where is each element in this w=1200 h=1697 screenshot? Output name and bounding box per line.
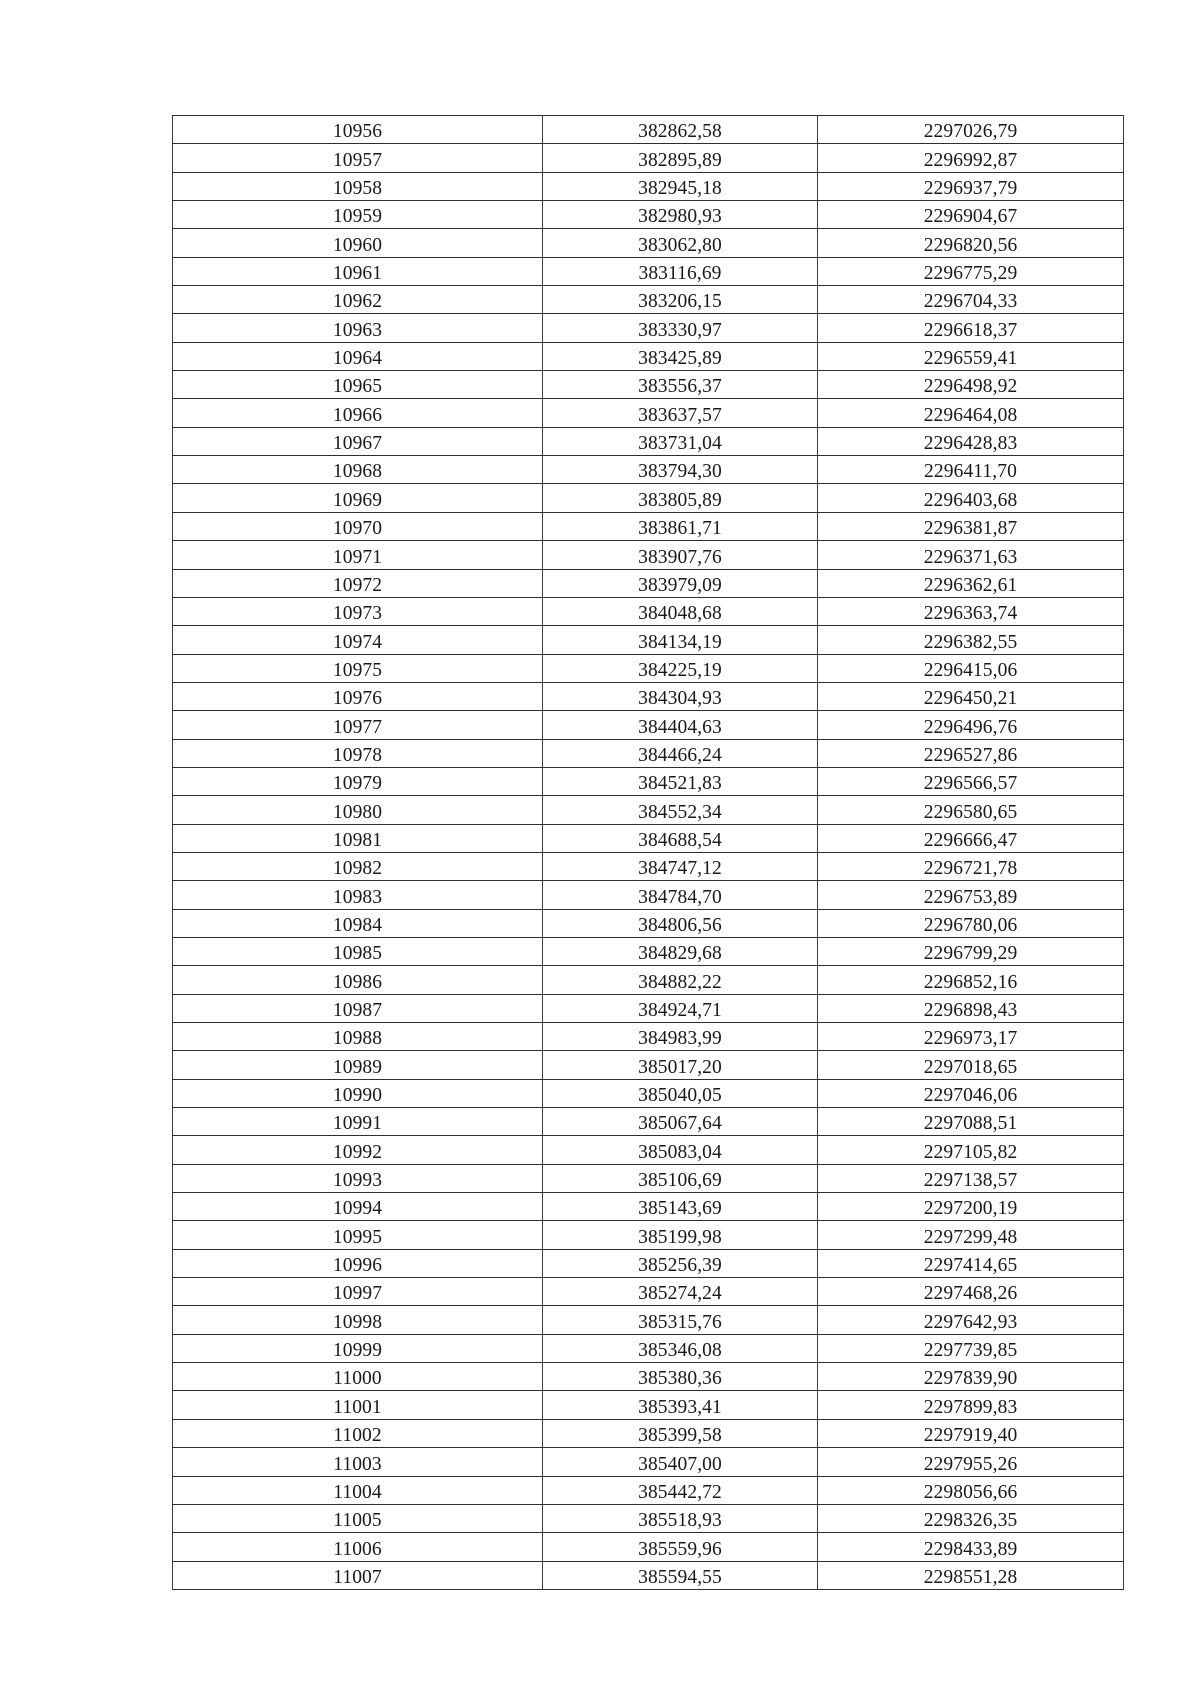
- table-row: [173, 116, 1124, 144]
- point-number-cell: 10994: [173, 1193, 543, 1221]
- y-coordinate-cell: 2298551,28: [818, 1561, 1124, 1589]
- table-row: [173, 824, 1124, 852]
- x-coordinate-cell: 383637,57: [543, 399, 818, 427]
- y-coordinate-cell: 2296904,67: [818, 201, 1124, 229]
- table-row: [173, 1533, 1124, 1561]
- table-row: [173, 626, 1124, 654]
- x-coordinate-cell: 384404,63: [543, 711, 818, 739]
- point-number-cell: 10978: [173, 739, 543, 767]
- point-number-cell: 11004: [173, 1476, 543, 1504]
- x-coordinate-cell: 384924,71: [543, 994, 818, 1022]
- point-number-cell: 10967: [173, 427, 543, 455]
- table-row: [173, 512, 1124, 540]
- table-row: [173, 484, 1124, 512]
- y-coordinate-cell: 2297839,90: [818, 1363, 1124, 1391]
- table-row: [173, 144, 1124, 172]
- y-coordinate-cell: 2297955,26: [818, 1448, 1124, 1476]
- table-row: [173, 966, 1124, 994]
- point-number-cell: 11001: [173, 1391, 543, 1419]
- y-coordinate-cell: 2296363,74: [818, 597, 1124, 625]
- x-coordinate-cell: 385380,36: [543, 1363, 818, 1391]
- point-number-cell: 10996: [173, 1249, 543, 1277]
- x-coordinate-cell: 382895,89: [543, 144, 818, 172]
- x-coordinate-cell: 385017,20: [543, 1051, 818, 1079]
- table-row: [173, 257, 1124, 285]
- x-coordinate-cell: 383731,04: [543, 427, 818, 455]
- y-coordinate-cell: 2296753,89: [818, 881, 1124, 909]
- table-row: [173, 427, 1124, 455]
- y-coordinate-cell: 2297414,65: [818, 1249, 1124, 1277]
- x-coordinate-cell: 385399,58: [543, 1419, 818, 1447]
- table-row: [173, 1079, 1124, 1107]
- table-row: [173, 1278, 1124, 1306]
- y-coordinate-cell: 2296775,29: [818, 257, 1124, 285]
- y-coordinate-cell: 2296362,61: [818, 569, 1124, 597]
- y-coordinate-cell: 2296580,65: [818, 796, 1124, 824]
- x-coordinate-cell: 385106,69: [543, 1164, 818, 1192]
- point-number-cell: 11005: [173, 1504, 543, 1532]
- point-number-cell: 11003: [173, 1448, 543, 1476]
- x-coordinate-cell: 385407,00: [543, 1448, 818, 1476]
- x-coordinate-cell: 385143,69: [543, 1193, 818, 1221]
- y-coordinate-cell: 2298433,89: [818, 1533, 1124, 1561]
- table-row: [173, 852, 1124, 880]
- x-coordinate-cell: 383861,71: [543, 512, 818, 540]
- y-coordinate-cell: 2296403,68: [818, 484, 1124, 512]
- x-coordinate-cell: 384552,34: [543, 796, 818, 824]
- table-row: [173, 796, 1124, 824]
- x-coordinate-cell: 384304,93: [543, 682, 818, 710]
- x-coordinate-cell: 384784,70: [543, 881, 818, 909]
- x-coordinate-cell: 385315,76: [543, 1306, 818, 1334]
- x-coordinate-cell: 385393,41: [543, 1391, 818, 1419]
- coordinates-table-body: [173, 116, 1124, 1590]
- table-row: [173, 371, 1124, 399]
- table-row: [173, 201, 1124, 229]
- point-number-cell: 10987: [173, 994, 543, 1022]
- point-number-cell: 10969: [173, 484, 543, 512]
- table-row: [173, 1193, 1124, 1221]
- x-coordinate-cell: 384048,68: [543, 597, 818, 625]
- point-number-cell: 10995: [173, 1221, 543, 1249]
- y-coordinate-cell: 2296852,16: [818, 966, 1124, 994]
- table-row: [173, 1363, 1124, 1391]
- y-coordinate-cell: 2298326,35: [818, 1504, 1124, 1532]
- x-coordinate-cell: 382862,58: [543, 116, 818, 144]
- x-coordinate-cell: 384983,99: [543, 1023, 818, 1051]
- x-coordinate-cell: 385594,55: [543, 1561, 818, 1589]
- y-coordinate-cell: 2296721,78: [818, 852, 1124, 880]
- y-coordinate-cell: 2297200,19: [818, 1193, 1124, 1221]
- x-coordinate-cell: 385274,24: [543, 1278, 818, 1306]
- point-number-cell: 10972: [173, 569, 543, 597]
- point-number-cell: 10993: [173, 1164, 543, 1192]
- coordinates-table: [172, 115, 1124, 1590]
- y-coordinate-cell: 2296566,57: [818, 767, 1124, 795]
- y-coordinate-cell: 2296450,21: [818, 682, 1124, 710]
- table-row: [173, 172, 1124, 200]
- table-row: [173, 1419, 1124, 1447]
- y-coordinate-cell: 2297105,82: [818, 1136, 1124, 1164]
- point-number-cell: 10970: [173, 512, 543, 540]
- table-row: [173, 1334, 1124, 1362]
- point-number-cell: 10999: [173, 1334, 543, 1362]
- table-row: [173, 937, 1124, 965]
- x-coordinate-cell: 383979,09: [543, 569, 818, 597]
- point-number-cell: 10973: [173, 597, 543, 625]
- table-row: [173, 1108, 1124, 1136]
- point-number-cell: 10963: [173, 314, 543, 342]
- y-coordinate-cell: 2297138,57: [818, 1164, 1124, 1192]
- y-coordinate-cell: 2297919,40: [818, 1419, 1124, 1447]
- y-coordinate-cell: 2297468,26: [818, 1278, 1124, 1306]
- point-number-cell: 10988: [173, 1023, 543, 1051]
- point-number-cell: 10984: [173, 909, 543, 937]
- x-coordinate-cell: 384882,22: [543, 966, 818, 994]
- table-row: [173, 1249, 1124, 1277]
- table-row: [173, 1504, 1124, 1532]
- table-row: [173, 1448, 1124, 1476]
- table-row: [173, 229, 1124, 257]
- y-coordinate-cell: 2296496,76: [818, 711, 1124, 739]
- y-coordinate-cell: 2296898,43: [818, 994, 1124, 1022]
- point-number-cell: 10980: [173, 796, 543, 824]
- x-coordinate-cell: 383425,89: [543, 342, 818, 370]
- point-number-cell: 10956: [173, 116, 543, 144]
- table-row: [173, 342, 1124, 370]
- table-row: [173, 682, 1124, 710]
- x-coordinate-cell: 384225,19: [543, 654, 818, 682]
- y-coordinate-cell: 2296382,55: [818, 626, 1124, 654]
- table-row: [173, 739, 1124, 767]
- table-row: [173, 1561, 1124, 1589]
- table-row: [173, 1221, 1124, 1249]
- y-coordinate-cell: 2296937,79: [818, 172, 1124, 200]
- point-number-cell: 11002: [173, 1419, 543, 1447]
- table-row: [173, 711, 1124, 739]
- table-row: [173, 1476, 1124, 1504]
- table-row: [173, 314, 1124, 342]
- x-coordinate-cell: 384521,83: [543, 767, 818, 795]
- y-coordinate-cell: 2296618,37: [818, 314, 1124, 342]
- x-coordinate-cell: 385256,39: [543, 1249, 818, 1277]
- point-number-cell: 10981: [173, 824, 543, 852]
- table-row: [173, 286, 1124, 314]
- y-coordinate-cell: 2298056,66: [818, 1476, 1124, 1504]
- point-number-cell: 10985: [173, 937, 543, 965]
- x-coordinate-cell: 385083,04: [543, 1136, 818, 1164]
- x-coordinate-cell: 385518,93: [543, 1504, 818, 1532]
- y-coordinate-cell: 2296799,29: [818, 937, 1124, 965]
- point-number-cell: 10998: [173, 1306, 543, 1334]
- x-coordinate-cell: 385346,08: [543, 1334, 818, 1362]
- x-coordinate-cell: 382980,93: [543, 201, 818, 229]
- point-number-cell: 10960: [173, 229, 543, 257]
- x-coordinate-cell: 384466,24: [543, 739, 818, 767]
- point-number-cell: 10962: [173, 286, 543, 314]
- table-row: [173, 1164, 1124, 1192]
- y-coordinate-cell: 2296411,70: [818, 456, 1124, 484]
- y-coordinate-cell: 2296973,17: [818, 1023, 1124, 1051]
- table-row: [173, 1051, 1124, 1079]
- point-number-cell: 10989: [173, 1051, 543, 1079]
- point-number-cell: 10997: [173, 1278, 543, 1306]
- point-number-cell: 10957: [173, 144, 543, 172]
- table-row: [173, 767, 1124, 795]
- point-number-cell: 10975: [173, 654, 543, 682]
- table-row: [173, 1391, 1124, 1419]
- y-coordinate-cell: 2296498,92: [818, 371, 1124, 399]
- table-row: [173, 456, 1124, 484]
- point-number-cell: 10983: [173, 881, 543, 909]
- point-number-cell: 11006: [173, 1533, 543, 1561]
- y-coordinate-cell: 2296428,83: [818, 427, 1124, 455]
- point-number-cell: 11007: [173, 1561, 543, 1589]
- point-number-cell: 10974: [173, 626, 543, 654]
- point-number-cell: 10961: [173, 257, 543, 285]
- table-row: [173, 1023, 1124, 1051]
- table-row: [173, 1136, 1124, 1164]
- table-row: [173, 994, 1124, 1022]
- point-number-cell: 10982: [173, 852, 543, 880]
- point-number-cell: 10966: [173, 399, 543, 427]
- table-row: [173, 399, 1124, 427]
- x-coordinate-cell: 385442,72: [543, 1476, 818, 1504]
- y-coordinate-cell: 2296559,41: [818, 342, 1124, 370]
- y-coordinate-cell: 2297018,65: [818, 1051, 1124, 1079]
- y-coordinate-cell: 2296381,87: [818, 512, 1124, 540]
- x-coordinate-cell: 382945,18: [543, 172, 818, 200]
- y-coordinate-cell: 2296464,08: [818, 399, 1124, 427]
- point-number-cell: 10965: [173, 371, 543, 399]
- point-number-cell: 10979: [173, 767, 543, 795]
- x-coordinate-cell: 384829,68: [543, 937, 818, 965]
- y-coordinate-cell: 2296666,47: [818, 824, 1124, 852]
- y-coordinate-cell: 2296992,87: [818, 144, 1124, 172]
- point-number-cell: 10959: [173, 201, 543, 229]
- table-row: [173, 541, 1124, 569]
- y-coordinate-cell: 2297046,06: [818, 1079, 1124, 1107]
- x-coordinate-cell: 383805,89: [543, 484, 818, 512]
- point-number-cell: 10976: [173, 682, 543, 710]
- x-coordinate-cell: 384747,12: [543, 852, 818, 880]
- table-row: [173, 597, 1124, 625]
- x-coordinate-cell: 383116,69: [543, 257, 818, 285]
- point-number-cell: 10964: [173, 342, 543, 370]
- point-number-cell: 10977: [173, 711, 543, 739]
- y-coordinate-cell: 2297088,51: [818, 1108, 1124, 1136]
- y-coordinate-cell: 2296704,33: [818, 286, 1124, 314]
- point-number-cell: 11000: [173, 1363, 543, 1391]
- point-number-cell: 10992: [173, 1136, 543, 1164]
- point-number-cell: 10991: [173, 1108, 543, 1136]
- y-coordinate-cell: 2297026,79: [818, 116, 1124, 144]
- y-coordinate-cell: 2297739,85: [818, 1334, 1124, 1362]
- y-coordinate-cell: 2296415,06: [818, 654, 1124, 682]
- x-coordinate-cell: 383907,76: [543, 541, 818, 569]
- y-coordinate-cell: 2297642,93: [818, 1306, 1124, 1334]
- point-number-cell: 10968: [173, 456, 543, 484]
- point-number-cell: 10990: [173, 1079, 543, 1107]
- table-row: [173, 1306, 1124, 1334]
- x-coordinate-cell: 385067,64: [543, 1108, 818, 1136]
- x-coordinate-cell: 384134,19: [543, 626, 818, 654]
- table-row: [173, 909, 1124, 937]
- y-coordinate-cell: 2297299,48: [818, 1221, 1124, 1249]
- y-coordinate-cell: 2296820,56: [818, 229, 1124, 257]
- point-number-cell: 10986: [173, 966, 543, 994]
- table-row: [173, 654, 1124, 682]
- table-row: [173, 569, 1124, 597]
- y-coordinate-cell: 2296780,06: [818, 909, 1124, 937]
- x-coordinate-cell: 383062,80: [543, 229, 818, 257]
- x-coordinate-cell: 383556,37: [543, 371, 818, 399]
- point-number-cell: 10958: [173, 172, 543, 200]
- y-coordinate-cell: 2297899,83: [818, 1391, 1124, 1419]
- x-coordinate-cell: 384806,56: [543, 909, 818, 937]
- x-coordinate-cell: 383330,97: [543, 314, 818, 342]
- point-number-cell: 10971: [173, 541, 543, 569]
- y-coordinate-cell: 2296371,63: [818, 541, 1124, 569]
- table-row: [173, 881, 1124, 909]
- y-coordinate-cell: 2296527,86: [818, 739, 1124, 767]
- x-coordinate-cell: 385199,98: [543, 1221, 818, 1249]
- x-coordinate-cell: 385040,05: [543, 1079, 818, 1107]
- x-coordinate-cell: 384688,54: [543, 824, 818, 852]
- x-coordinate-cell: 383794,30: [543, 456, 818, 484]
- x-coordinate-cell: 383206,15: [543, 286, 818, 314]
- x-coordinate-cell: 385559,96: [543, 1533, 818, 1561]
